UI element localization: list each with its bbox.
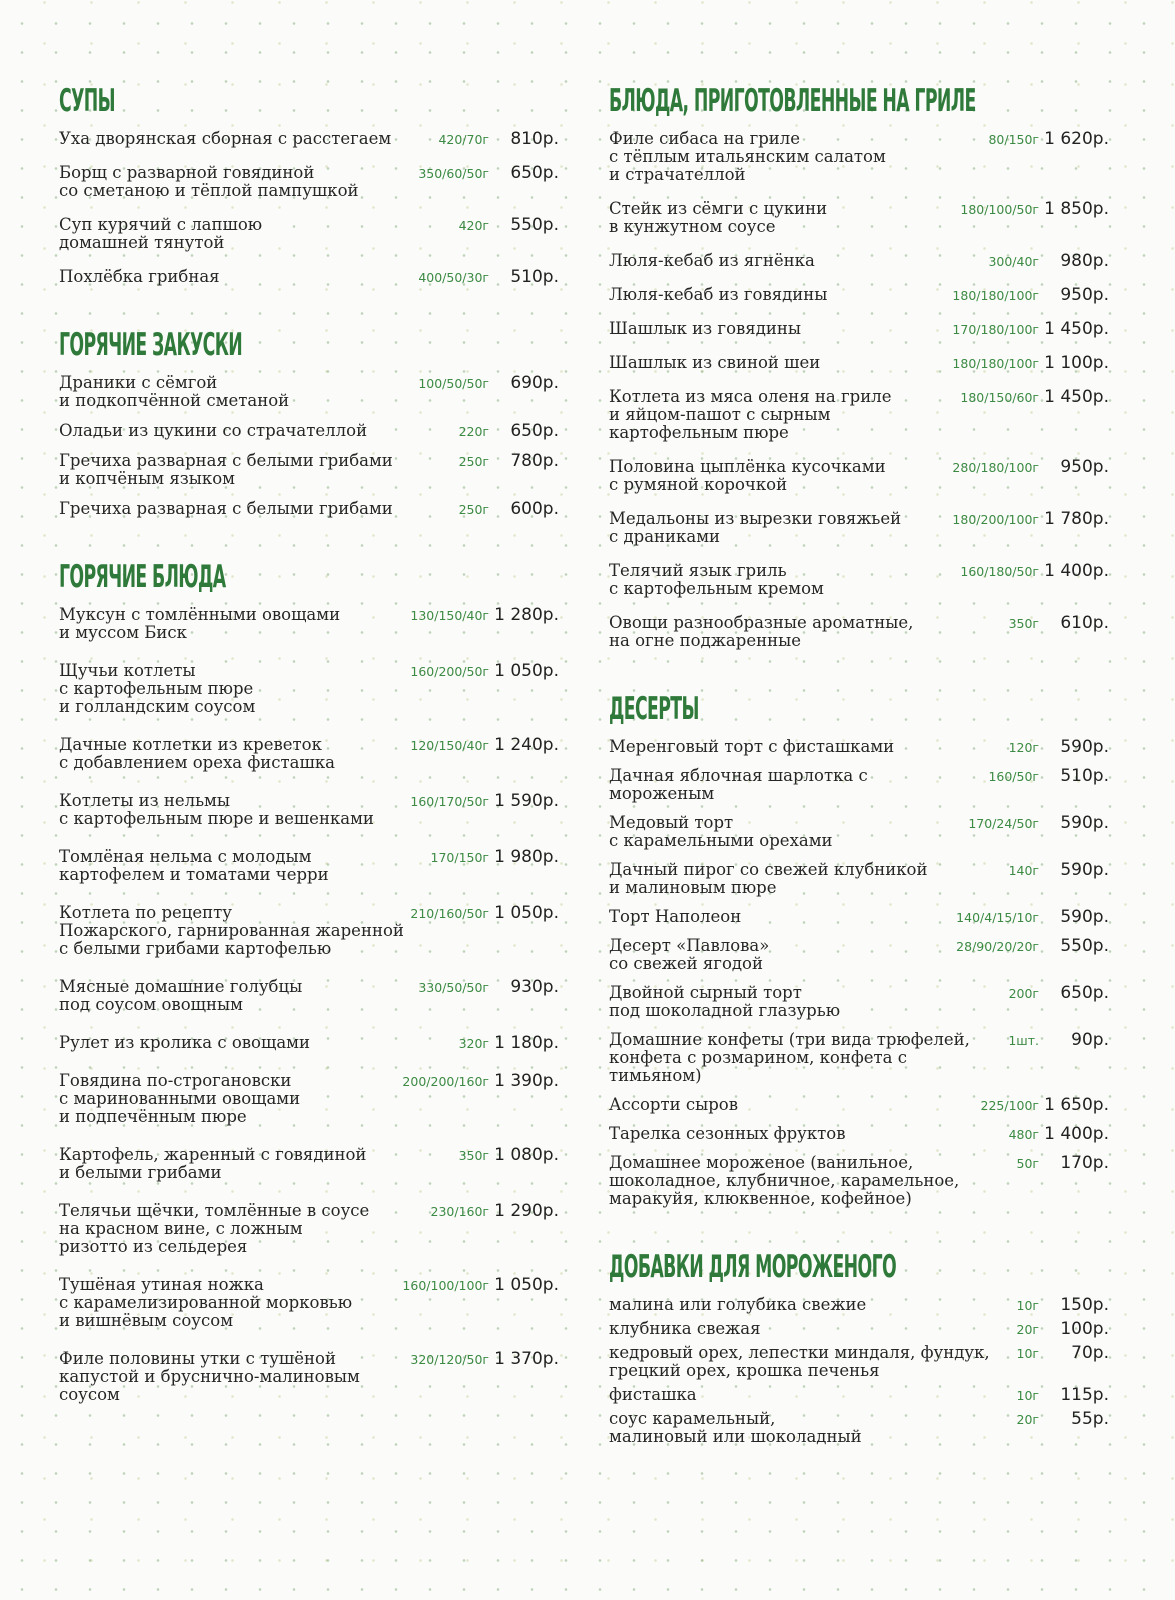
item-weight: 180/150/60г xyxy=(960,390,1039,405)
item-name: малина или голубика свежие xyxy=(609,1295,867,1314)
item-weight: 80/150г xyxy=(988,132,1039,147)
item-price: 1 390р. xyxy=(494,1071,559,1091)
menu-item xyxy=(609,458,1109,494)
menu-item xyxy=(609,562,1109,598)
menu-item xyxy=(609,937,1109,973)
menu-item xyxy=(609,1344,1109,1380)
item-price: 1 620р. xyxy=(1044,129,1109,149)
item-price: 70р. xyxy=(1071,1343,1109,1363)
item-name: Муксун с томлёнными овощами и муссом Биск xyxy=(59,605,341,642)
item-name: Дачный пирог со свежей клубникой и малиновым пюре xyxy=(609,860,928,897)
menu-item xyxy=(59,1276,559,1330)
menu-item xyxy=(59,130,559,148)
item-name: Телячий язык гриль с картофельным кремом xyxy=(609,561,824,598)
item-price: 115р. xyxy=(1060,1385,1109,1405)
item-price: 1 050р. xyxy=(494,661,559,681)
item-price: 1 290р. xyxy=(494,1201,559,1221)
item-price: 550р. xyxy=(1060,936,1109,956)
item-price: 950р. xyxy=(1060,285,1109,305)
item-name: Меренговый торт с фисташками xyxy=(609,737,895,756)
item-price: 780р. xyxy=(510,451,559,471)
menu-item xyxy=(59,1034,559,1052)
item-weight: 480г xyxy=(1008,1127,1039,1142)
menu-item xyxy=(609,354,1109,372)
item-weight: 160/200/50г xyxy=(410,664,489,679)
menu-item xyxy=(59,216,559,252)
item-weight: 160/180/50г xyxy=(960,564,1039,579)
item-price: 510р. xyxy=(1060,766,1109,786)
item-weight: 250г xyxy=(458,454,489,469)
item-price: 1 980р. xyxy=(494,847,559,867)
item-name: Медальоны из вырезки говяжьей с драниками xyxy=(609,509,902,546)
item-name: Домашние конфеты (три вида трюфелей, конфета с розмарином, конфета с тимьяном) xyxy=(609,1030,970,1085)
section-title: ГОРЯЧИЕ ЗАКУСКИ xyxy=(59,327,243,363)
item-price: 1 780р. xyxy=(1044,509,1109,529)
menu-section xyxy=(609,1244,1109,1446)
item-name: Торт Наполеон xyxy=(609,907,742,926)
item-weight: 180/100/50г xyxy=(960,202,1039,217)
item-weight: 170/180/100г xyxy=(952,322,1039,337)
item-price: 1 280р. xyxy=(494,605,559,625)
item-weight: 320г xyxy=(458,1036,489,1051)
item-weight: 400/50/30г xyxy=(418,270,489,285)
item-weight: 120/150/40г xyxy=(410,738,489,753)
item-weight: 330/50/50г xyxy=(418,980,489,995)
menu-item xyxy=(59,422,559,440)
menu-item xyxy=(59,1146,559,1182)
item-name: клубника свежая xyxy=(609,1319,761,1338)
item-name: Уха дворянская сборная с расстегаем xyxy=(59,129,392,148)
item-price: 1 450р. xyxy=(1044,319,1109,339)
item-price: 590р. xyxy=(1060,737,1109,757)
menu-item xyxy=(609,1410,1109,1446)
item-price: 930р. xyxy=(510,977,559,997)
menu-item xyxy=(609,908,1109,926)
item-name: соус карамельный, малиновый или шоколадный xyxy=(609,1409,862,1446)
section-title: БЛЮДА, ПРИГОТОВЛЕННЫЕ НА ГРИЛЕ xyxy=(609,83,976,119)
menu-section xyxy=(59,322,559,518)
item-weight: 160/170/50г xyxy=(410,794,489,809)
menu-item xyxy=(59,500,559,518)
item-price: 90р. xyxy=(1071,1030,1109,1050)
menu-item xyxy=(59,904,559,958)
item-name: Драники с сёмгой и подкопчённой сметаной xyxy=(59,373,290,410)
item-weight: 280/180/100г xyxy=(952,460,1039,475)
item-weight: 420/70г xyxy=(438,132,489,147)
menu-item xyxy=(609,1031,1109,1085)
item-price: 1 650р. xyxy=(1044,1095,1109,1115)
item-name: Гречиха разварная с белыми грибами xyxy=(59,499,393,518)
menu-item-list xyxy=(59,606,559,1404)
item-weight: 350г xyxy=(1008,616,1039,631)
menu-item-list xyxy=(609,1296,1109,1446)
item-name: Рулет из кролика с овощами xyxy=(59,1033,311,1052)
item-name: Шашлык из свиной шеи xyxy=(609,353,821,372)
item-price: 1 050р. xyxy=(494,1275,559,1295)
item-price: 650р. xyxy=(510,163,559,183)
item-price: 150р. xyxy=(1060,1295,1109,1315)
item-price: 980р. xyxy=(1060,251,1109,271)
menu-item xyxy=(609,1125,1109,1143)
item-price: 600р. xyxy=(510,499,559,519)
item-price: 1 850р. xyxy=(1044,199,1109,219)
item-price: 1 400р. xyxy=(1044,561,1109,581)
item-price: 1 400р. xyxy=(1044,1124,1109,1144)
menu-item xyxy=(59,1350,559,1404)
menu-section xyxy=(609,78,1109,650)
item-price: 1 450р. xyxy=(1044,387,1109,407)
item-weight: 120г xyxy=(1008,740,1039,755)
section-title: ДОБАВКИ ДЛЯ МОРОЖЕНОГО xyxy=(609,1249,897,1285)
item-price: 510р. xyxy=(510,267,559,287)
item-weight: 200г xyxy=(1008,986,1039,1001)
item-name: Ассорти сыров xyxy=(609,1095,739,1114)
item-weight: 50г xyxy=(1016,1156,1039,1171)
item-weight: 140/4/15/10г xyxy=(956,910,1039,925)
item-price: 590р. xyxy=(1060,907,1109,927)
item-name: Тушёная утиная ножка с карамелизированной морковью и вишнёвым соусом xyxy=(59,1275,353,1330)
item-weight: 300/40г xyxy=(988,254,1039,269)
item-price: 100р. xyxy=(1060,1319,1109,1339)
item-weight: 220г xyxy=(458,424,489,439)
item-name: Суп курячий с лапшою домашней тянутой xyxy=(59,215,263,252)
item-name: Люля-кебаб из ягнёнка xyxy=(609,251,815,270)
menu-item xyxy=(609,510,1109,546)
item-weight: 140г xyxy=(1008,863,1039,878)
section-title: ГОРЯЧИЕ БЛЮДА xyxy=(59,559,226,595)
item-price: 1 100р. xyxy=(1044,353,1109,373)
item-name: Картофель, жаренный с говядиной и белыми грибами xyxy=(59,1145,367,1182)
menu-item xyxy=(59,268,559,286)
item-weight: 350/60/50г xyxy=(418,166,489,181)
menu-item xyxy=(609,767,1109,803)
menu-section xyxy=(609,686,1109,1208)
item-weight: 350г xyxy=(458,1148,489,1163)
item-weight: 10г xyxy=(1016,1346,1039,1361)
menu-section xyxy=(59,554,559,1404)
item-weight: 100/50/50г xyxy=(418,376,489,391)
item-weight: 160/50г xyxy=(988,769,1039,784)
item-price: 550р. xyxy=(510,215,559,235)
item-weight: 250г xyxy=(458,502,489,517)
menu-item xyxy=(609,1096,1109,1114)
section-title: СУПЫ xyxy=(59,83,115,119)
item-weight: 10г xyxy=(1016,1298,1039,1313)
item-name: Дачная яблочная шарлотка с мороженым xyxy=(609,766,868,803)
item-name: Говядина по-строгановски с маринованными овощами и подпечённым пюре xyxy=(59,1071,301,1126)
item-name: Гречиха разварная с белыми грибами и копчёным языком xyxy=(59,451,393,488)
item-name: Дачные котлетки из креветок с добавлением ореха фисташка xyxy=(59,735,335,772)
menu-item xyxy=(609,320,1109,338)
item-weight: 170/24/50г xyxy=(968,816,1039,831)
item-price: 590р. xyxy=(1060,813,1109,833)
item-name: Котлета из мяса оленя на гриле и яйцом-пашот с сырным картофельным пюре xyxy=(609,387,892,442)
item-weight: 20г xyxy=(1016,1322,1039,1337)
item-name: Телячьи щёчки, томлённые в соусе на красном вине, с ложным ризотто из сельдерея xyxy=(59,1201,370,1256)
item-name: Овощи разнообразные ароматные, на огне поджаренные xyxy=(609,613,914,650)
item-price: 650р. xyxy=(510,421,559,441)
menu-item-list xyxy=(59,130,559,286)
menu-item xyxy=(609,1320,1109,1338)
menu-item xyxy=(59,792,559,828)
item-price: 650р. xyxy=(1060,983,1109,1003)
item-weight: 28/90/20/20г xyxy=(956,939,1039,954)
menu-item xyxy=(59,662,559,716)
menu-item-list xyxy=(609,130,1109,650)
item-name: Оладьи из цукини со страчателлой xyxy=(59,421,368,440)
item-price: 1 180р. xyxy=(494,1033,559,1053)
menu-item xyxy=(609,286,1109,304)
menu-item xyxy=(609,200,1109,236)
menu-item xyxy=(59,164,559,200)
item-weight: 130/150/40г xyxy=(410,608,489,623)
item-name: Люля-кебаб из говядины xyxy=(609,285,828,304)
item-name: Стейк из сёмги с цукини в кунжутном соусе xyxy=(609,199,828,236)
item-name: Домашнее мороженое (ванильное, шоколадное, клубничное, карамельное, маракуйя, клюквенное, кофейное) xyxy=(609,1153,960,1208)
item-name: Медовый торт с карамельными орехами xyxy=(609,813,833,850)
item-price: 610р. xyxy=(1060,613,1109,633)
menu-item xyxy=(609,814,1109,850)
menu-item xyxy=(59,1202,559,1256)
menu-item xyxy=(609,1296,1109,1314)
menu-item xyxy=(59,978,559,1014)
item-weight: 320/120/50г xyxy=(410,1352,489,1367)
menu-item xyxy=(609,861,1109,897)
item-name: Половина цыплёнка кусочками с румяной корочкой xyxy=(609,457,886,494)
item-weight: 225/100г xyxy=(980,1098,1039,1113)
menu-item xyxy=(609,1154,1109,1208)
item-weight: 420г xyxy=(458,218,489,233)
item-name: Десерт «Павлова» со свежей ягодой xyxy=(609,936,770,973)
section-title: ДЕСЕРТЫ xyxy=(609,691,699,727)
item-name: Тарелка сезонных фруктов xyxy=(609,1124,846,1143)
menu-item xyxy=(59,848,559,884)
menu-column-right xyxy=(609,78,1109,1452)
item-weight: 210/160/50г xyxy=(410,906,489,921)
item-name: Шашлык из говядины xyxy=(609,319,801,338)
item-weight: 230/160г xyxy=(430,1204,489,1219)
item-price: 590р. xyxy=(1060,860,1109,880)
menu-item xyxy=(609,388,1109,442)
menu-item xyxy=(59,374,559,410)
menu-item xyxy=(609,252,1109,270)
item-name: Филе сибаса на гриле с тёплым итальянским салатом и страчателлой xyxy=(609,129,886,184)
menu-item xyxy=(59,452,559,488)
menu-item xyxy=(609,1386,1109,1404)
item-weight: 180/200/100г xyxy=(952,512,1039,527)
item-name: фисташка xyxy=(609,1385,697,1404)
item-weight: 10г xyxy=(1016,1388,1039,1403)
item-name: Мясные домашние голубцы под соусом овощным xyxy=(59,977,303,1014)
item-weight: 170/150г xyxy=(430,850,489,865)
menu-column-left xyxy=(59,78,559,1424)
item-price: 690р. xyxy=(510,373,559,393)
item-weight: 20г xyxy=(1016,1412,1039,1427)
item-weight: 180/180/100г xyxy=(952,288,1039,303)
item-weight: 1шт. xyxy=(1008,1033,1039,1048)
item-price: 1 370р. xyxy=(494,1349,559,1369)
menu-item xyxy=(609,130,1109,184)
menu-item xyxy=(59,606,559,642)
menu-item xyxy=(59,1072,559,1126)
item-name: кедровый орех, лепестки миндаля, фундук, грецкий орех, крошка печенья xyxy=(609,1343,990,1380)
item-price: 1 080р. xyxy=(494,1145,559,1165)
item-price: 170р. xyxy=(1060,1153,1109,1173)
item-name: Борщ с разварной говядиной со сметаною и тёплой пампушкой xyxy=(59,163,359,200)
item-weight: 180/180/100г xyxy=(952,356,1039,371)
item-name: Филе половины утки с тушёной капустой и бруснично-малиновым соусом xyxy=(59,1349,360,1404)
item-price: 1 590р. xyxy=(494,791,559,811)
item-price: 810р. xyxy=(510,129,559,149)
item-name: Котлета по рецепту Пожарского, гарнированная жаренной с белыми грибами картофелью xyxy=(59,903,404,958)
item-price: 55р. xyxy=(1071,1409,1109,1429)
menu-item xyxy=(609,738,1109,756)
menu-item-list xyxy=(59,374,559,518)
menu-item xyxy=(59,736,559,772)
item-name: Щучьи котлеты с картофельным пюре и голландским соусом xyxy=(59,661,256,716)
item-name: Похлёбка грибная xyxy=(59,267,220,286)
item-price: 1 240р. xyxy=(494,735,559,755)
menu-item xyxy=(609,614,1109,650)
menu-section xyxy=(59,78,559,286)
item-weight: 200/200/160г xyxy=(402,1074,489,1089)
menu-item xyxy=(609,984,1109,1020)
menu-item-list xyxy=(609,738,1109,1208)
item-price: 1 050р. xyxy=(494,903,559,923)
item-name: Двойной сырный торт под шоколадной глазурью xyxy=(609,983,841,1020)
item-name: Котлеты из нельмы с картофельным пюре и вешенками xyxy=(59,791,374,828)
item-name: Томлёная нельма с молодым картофелем и томатами черри xyxy=(59,847,329,884)
item-weight: 160/100/100г xyxy=(402,1278,489,1293)
item-price: 950р. xyxy=(1060,457,1109,477)
